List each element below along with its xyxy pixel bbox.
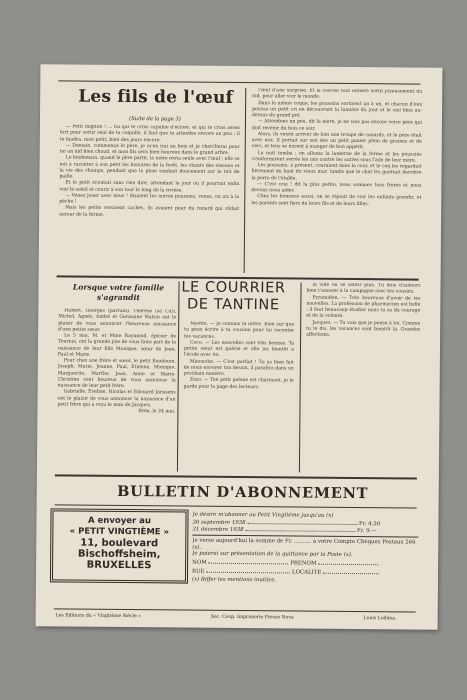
address-line: BRUXELLES: [86, 559, 152, 572]
address-line: A envoyer au: [87, 515, 152, 527]
option-price: Fr. 4.50: [358, 521, 381, 528]
letter-reply: Jacques. — Tu vois que je pense à toi. Comme tu le dis, les vacances sont bientôt là. Grandes affections.: [306, 320, 421, 338]
story-paragraph: Mais les petits restaient cachés, ils avaient peur du renard qui rôdait autour de la ferme.: [59, 205, 240, 218]
story-paragraph: — Attendons un peu, dit la mère, je ne vois pas encore votre père qui doit revenir du bois ce soir.: [251, 119, 422, 132]
nom-field[interactable]: [208, 563, 288, 565]
courrier-title-line: LE COURRIER: [181, 279, 286, 297]
footer-publisher: Les Editions du « Vingtième Siècle »: [55, 613, 142, 620]
rue-label: RUE: [192, 568, 205, 575]
subscription-form: [192, 512, 419, 586]
story-paragraph: Chez les hommes aussi, on se réjouit de voir les enfants grandir, et les parents sont fiers de leurs fils et de leurs filles.: [251, 194, 422, 207]
prenom-label: PRÉNOM: [290, 560, 317, 568]
subscribe-line: Je désire m'abonner au Petit Vingtième jusqu'au (x): [192, 511, 334, 519]
bulletin-title: BULLETIN D'ABONNEMENT: [117, 482, 369, 503]
dot-leader: [245, 530, 355, 532]
option-price: Fr. 9.—: [356, 527, 377, 535]
rue-field[interactable]: [206, 572, 290, 574]
story-paragraph: Dans la même coque, les poussins sortirent un à un, et chacun d'eux poussa un petit cri en découvrant la lumière du jour et le ciel bleu au-dessus du grand pré.: [251, 100, 423, 119]
option-row-2[interactable]: [192, 526, 418, 534]
family-section-title: [58, 282, 178, 303]
announcement: Pour chez une frère et sœur, le petit Baudouin, Joseph, Marie, Jeanne, Paul, Etienne, Monique, Marguerite, Marthe, Jean, Anne et Marie-Christine sont heureux de vous annoncer la naissance de leur petit frère.: [57, 358, 176, 390]
story-continuation-note: (Suite de la page 3): [129, 116, 181, 123]
story-paragraph: Alors, ils virent arriver de loin une troupe de canards, et le père était avec eux. Il portait sur son dos un petit panier plein de graines et de vers, et tous se mirent à manger de bon appétit.: [251, 131, 422, 151]
story-paragraph: Les poussins, à présent, couraient dans la cour, et le coq les regardait fièrement du haut du vieux mur, tandis que le chat les guettait derrière la porte de l'étable.: [251, 163, 422, 181]
story-column-2: [251, 88, 423, 275]
name-fields-row: [192, 560, 418, 568]
family-title-line: Lorsque votre famille: [72, 282, 165, 293]
localite-field[interactable]: [323, 573, 379, 574]
courrier-title-line: DE TANTINE: [187, 296, 280, 314]
courrier-title: [168, 279, 298, 314]
letter-reply: la ville ou se sentir plus. Tu dois d'ailleurs bien t'amuser à la campagne avec tes cousins.: [306, 282, 421, 295]
letter-reply: Coco. — Les nouvelles sont très bonnes. Ta petite sœur est guérie et elle ira bientôt à l'école avec toi.: [183, 340, 295, 359]
payment-option-1[interactable]: Je verse aujourd'hui la somme de Fr. .......... à votre Compte Chèques Postaux 266 (x).: [192, 537, 416, 551]
top-rule: [58, 80, 420, 84]
localite-label: LOCALITÉ: [291, 569, 322, 576]
letter-reply: Pyramidon. — Très heureuse d'avoir de tes nouvelles. La profession de pharmacien est belle ; il faut beaucoup étudier mais tu as du courage et de la volonté.: [306, 295, 421, 320]
address-fields-row: [192, 568, 418, 576]
letter-reply: Minouche. — C'est parfait ! Tu as bien fait de nous envoyer ton dessin, il paraîtra dans un prochain numéro.: [183, 359, 294, 377]
address-line: 11, boulevard: [80, 537, 159, 550]
option-date: 31 décembre 1938: [192, 526, 244, 533]
newspaper-page: [36, 64, 443, 629]
dot-leader: [247, 523, 357, 525]
story-column-1: [59, 124, 240, 274]
story-paragraph: Et le petit écoutait sans rien dire, attendant le jour où il pourrait enfin voir le soleil et courir à son tour le long de la rivière.: [59, 180, 240, 194]
address-line: Bischoffsheim,: [77, 548, 161, 561]
mailing-address-box: [50, 508, 189, 583]
courrier-column-2: [305, 283, 421, 474]
column-divider: [244, 88, 247, 273]
family-announcements: [57, 308, 176, 471]
story-title: Les fils de l'œuf: [78, 86, 234, 108]
address-line: « PETIT VINGTIÈME »: [69, 526, 170, 538]
footer-rule: [54, 608, 416, 612]
nom-label: NOM: [192, 560, 207, 567]
announcement: Hubert, Georges (parrain), Thérèse (sa Cul), Michel, Agnès, André et Germaine Walsin ont le plaisir de vous annoncer l'heureuse naissance d'une petite sœur.: [58, 308, 177, 333]
column-divider: [299, 283, 302, 473]
announcement: Brée, le 24 mai.: [138, 409, 176, 415]
footer-editor: Louis Lodima.: [363, 616, 397, 622]
story-paragraph: — C'est vrai ! dit la plus petite, nous sommes tous frères et nous devons nous aider.: [251, 181, 422, 194]
letter-reply: Myette. — Je connais ta lettre. Bien sûr que tu peux écrire à ta cousine pour lui raconter tes vacances.: [184, 321, 295, 340]
story-paragraph: Le lendemain, quand le père partit, la mère resta seule avec l'œuf ; elle se mit à raconter à son petit les histoires de la forêt, les chants des oiseaux et la vie des champs, pendant que la pluie tombait doucement sur le toit de paille.: [59, 155, 240, 180]
option-date: 30 septembre 1938: [192, 520, 246, 527]
family-title-line: s'agrandit: [96, 292, 140, 303]
form-note: (x) Biffer les mentions inutiles.: [191, 576, 277, 584]
prenom-field[interactable]: [318, 564, 378, 566]
announcement: Gabrielle, Eveline, Nicolas et Edouard Janssens ont le plaisir de vous annoncer la naissance d'un petit frère qui a reçu le nom de Jacques.: [57, 389, 176, 408]
story-paragraph: l'œuf d'une surprise. Et la couvée tout entière sortit joyeusement du nid, pour aller voir le monde.: [252, 88, 423, 100]
story-paragraph: — Petit mignon ! ... toi qui te crois capable d'éclore, et qui te crois assez fort pour sortir seul de ta coquille, il faut que tu attendes encore un peu ; il te faudra, mon petit, bien des jours encore.: [59, 124, 240, 143]
story-paragraph: La nuit tomba ; on alluma la lanterne de la ferme et les poussins s'endormirent serrés les uns contre les autres sous l'aile de leur mère.: [251, 150, 422, 164]
letter-reply: Zozo. — Ton petit poème est charmant, je le garde pour la page des lecteurs.: [183, 377, 294, 390]
story-paragraph: — Venez jouer avec nous ! disaient les autres poussins, venez, on ira à la pêche !: [59, 193, 240, 205]
payment-option-2[interactable]: Je paierai sur présentation de la quittance par la Poste (x).: [192, 550, 353, 559]
courrier-column-1: [183, 322, 294, 473]
footer-printer: Soc. Coop. Imprimerie Presse Nova: [210, 614, 294, 621]
section-rule: [55, 474, 417, 479]
announcement: Le 5 mai, M. et Mme Raymond, épicier de Tournai, ont la grande joie de vous faire part de la naissance de leur fille Monique, sœur de Jean, Paul et Marie.: [57, 333, 177, 358]
story-paragraph: — Demain, commença le père, je m'en irai au bois et je chercherai pour toi un nid bien chaud, et mon fils sera bien heureux dans le grand arbre.: [59, 143, 240, 156]
